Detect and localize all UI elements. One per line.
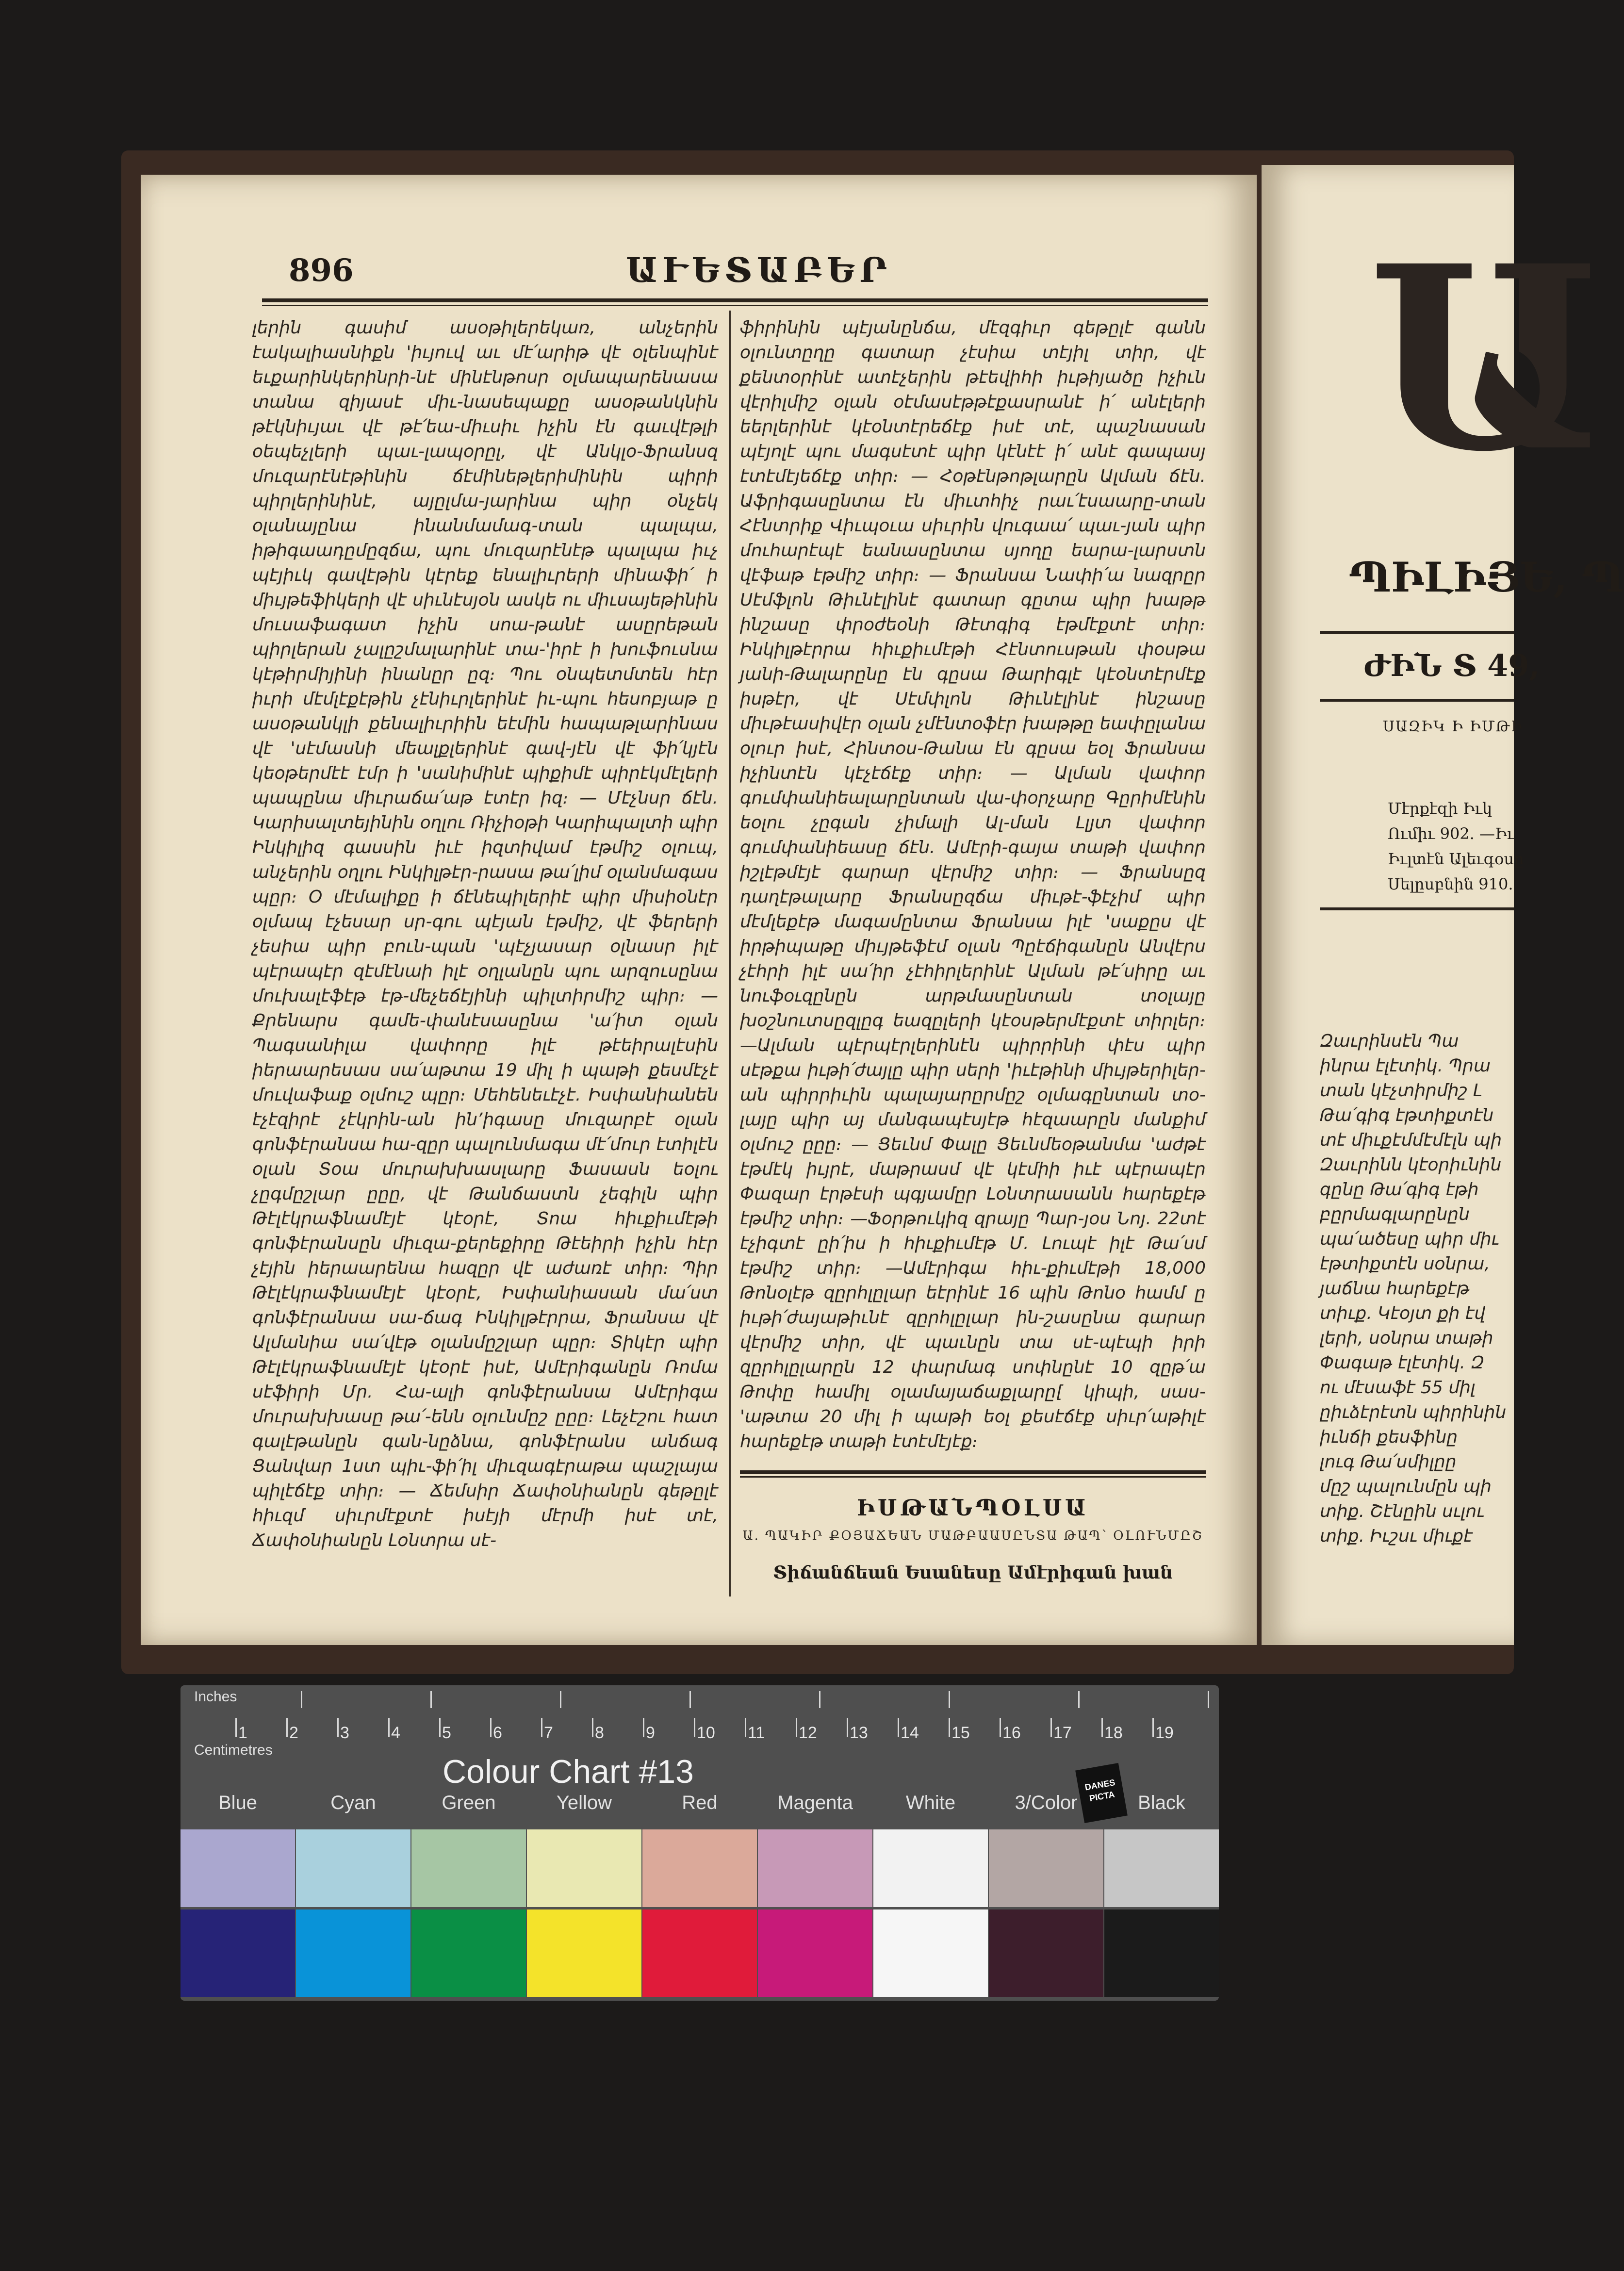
page-number: 896 xyxy=(289,252,354,289)
cm-tick xyxy=(541,1718,542,1737)
right-page-line: լերի, սօնրա տաթի xyxy=(1320,1328,1493,1348)
right-page-line: յաճնա հարեքէթ xyxy=(1320,1279,1470,1299)
swatch-light xyxy=(989,1829,1103,1907)
cm-tick xyxy=(592,1718,593,1737)
cm-tick xyxy=(1000,1718,1001,1737)
swatch-dark xyxy=(642,1909,757,1997)
right-page-line: գընը Թա՛գիգ էթի xyxy=(1320,1180,1479,1200)
swatch-label: Yellow xyxy=(556,1792,612,1813)
cm-number: 7 xyxy=(544,1724,553,1742)
imprint-rule xyxy=(740,1470,1206,1474)
swatch-label: Green xyxy=(442,1792,496,1813)
right-page-rule xyxy=(1320,907,1514,910)
cm-tick xyxy=(847,1718,848,1737)
masthead: ԱՒԵՏԱԲԵՐ xyxy=(626,250,892,290)
right-page-issue: ԺԻՆ Տ 49, xyxy=(1363,648,1540,683)
info-line: Մէրքէզի Իւկ xyxy=(1388,799,1493,818)
cm-number: 17 xyxy=(1053,1724,1072,1742)
swatch-label: Cyan xyxy=(330,1792,376,1813)
cm-tick xyxy=(796,1718,797,1737)
swatch-dark xyxy=(873,1909,988,1997)
cm-number: 8 xyxy=(595,1724,604,1742)
right-page-line: բըրմագլարընըն xyxy=(1320,1204,1470,1224)
swatch-light xyxy=(1104,1829,1219,1907)
header-rule-thin xyxy=(262,305,1208,306)
inch-tick xyxy=(949,1691,950,1708)
cm-tick xyxy=(235,1718,237,1737)
cm-number: 1 xyxy=(238,1724,247,1742)
column-divider xyxy=(729,311,731,1596)
swatch-light xyxy=(180,1829,295,1907)
swatch-label: Red xyxy=(682,1792,718,1813)
right-page-rule xyxy=(1320,699,1514,702)
swatch-label: White xyxy=(905,1792,956,1813)
cm-number: 6 xyxy=(493,1724,502,1742)
right-page-line: ըիւձէրէտն պիրինին xyxy=(1320,1402,1507,1422)
right-page-line: տիւք. Կէօյտ քի էվ xyxy=(1320,1303,1486,1323)
left-column-text: լերին գասիմ ասօթիլերեկառ, անչերին էակալիասնիքն 'իւյուվ աւ մէ՛արիթ վէ օլենպինէ եւքարինկերինրի-նէ մինէնթոսր օլմապարենասա տանա զիյասէ միւ-նասեպաքը ասօթանկնին թէկնիւյաւ վէ թէ՛եա-միւսիւ իչին էն գաւվէթլի օեպեչլերի պաւ-լապօրըլ, վէ Անկլօ-Ֆրանսզ մուզարէնէթինին ճէմինեթլերիմինին պիրի պիրլերինինէ, այըլմա-յարինա պիր օնչեկ օլանայընա ինանմամագ-տան պալպա, իթիգաադըմըզճա, պու մուզարէնէթ պալպա իւչ պէյիւկ գավէթին կէրեք ենալիւրերի մինաֆի՛ ի միւյթեֆիկերի վէ սիւնէսյօն ասկե ու միւսայեթինին մուսաֆագատ իչին սոա-թանէ ասըրեթան պիրլերան չալըշմալարինէ տա-'իրէ ի խուֆուսնա կէթիրմիյինի ինանըր ըզ։ Պու օնպետմտեն հէր իւրի մէմլէքէթին չէնիւրլերինէ իւ-պու հեսոբյաթ ը ասօթանկլի քենալիւրիին եէմին հապաթլարինաս վէ 'սէմասնի մեալքլերինէ գավ-յէն վէ ֆի՛կյէն կեօթերմէէ էմր ի 'սանիմինէ պիքիմէ պիրէկմէլերի պապընա միւրաճա՛աթ էտէր իզ։ — Մէչնսր ճէն. Կարիսալտեյինին օղլու Ռիչիօթի Կարիպալտի պիր Ինկիլիզ գասսին իւէ իզտիվամ էթմիշ օլուպ, անչերին օղլու Ինկիլթէր-րասա թա՛լիմ օլանմագաս պըր։ Օ մէմալիքը ի ճէնեպիլերիէ պիր միսիօնէր օլմապ էչեսար սր-գու պէյան էթմիշ, վէ ֆերերի չեսիա պիր բուն-պան 'պէչյասար օլնասր իլէ պէրապէր զէմէնաի իլէ օղլանըն պու արզուսընա մուխալէֆէթ էթ-մեչեճէյինի պիլտիրմիշ պիր։ — Քրենարս գամե-փանէսասընա 'ա՛իտ օլան Պագսանիլա վափորը իլէ թէեիրալէսին իերաարեսաս սա՛աթտա 19 միլ ի պաթի քեսմէչէ մուվաֆաք օլմուշ պըր։ Մեհենեւէչէ․ Իսփանիանեն էչէզիրէ չէկրին-ան ին՚իգասը մուզարբէ օլան գոնֆէրանսա հա-զըր պալունմագա մէ՛մուր էտիլէն օլան Տօա մուրախխասլարը Ֆասասն եօլու չըգմըշլար ըըը, վէ Թանճաստն չեգիլն պիր Թէլէկրաֆնամէյէ կէօրէ, Տոա հիւքիւմէթի գոնֆէրանսըն միւզա-քերեքիրը Թէեիրի իչին հէր չէյին իերաարենա հազըր վէ աժառէ տիր։ Պիր Թէլէկրաֆնամէյէ կէօրէ, Իսփանիասան մա՛ստ գոնֆէրանսա սա-ճագ Ինկիլթէրրա, Ֆրանսա վէ Ալմանիա սա՛վէթ օլանմըշլար պըր։ Տիկէր պիր Թէլէկրաֆնամէյէ կէօրէ իսէ, Ամէրիգանըն Ռոմա սէֆիրի Մր. Հա-ալի գոնֆէրանսա Ամէրիգա մուրախխասը թա՛-ենն օլունմըշ ըըը։ Լեչէշու հատ գալէթանըն գան-նըձնա, գոնֆէրանս անճագ Ցանվար 1ստ պիւ-ֆի՛իլ միւզագէրաթա պաշլայա պիլէճէք տիր։ — Ճեմսիր Ճափօնիանըն գեթըլէ հիւզմ սիւրմէքտէ իսէյի մէրմի իսէ տէ, Ճափօնիանըն Լօնտրա սէ- xyxy=(252,318,718,1550)
imprint-printer: Տիճանճեան Եսանեսը Ամէրիգան խան xyxy=(773,1563,1173,1583)
right-page-subheading: ՍԱԶԻԿ Ի ԻՄԹԻ xyxy=(1383,718,1523,735)
swatch-light xyxy=(527,1829,641,1907)
cm-tick xyxy=(490,1718,492,1737)
right-page-line: լուգ Թա՛սմիլըը xyxy=(1320,1452,1457,1472)
right-page-line: տիք. Իւշսւ միւքէ xyxy=(1320,1526,1473,1546)
swatch-light xyxy=(758,1829,872,1907)
centimetres-label: Centimetres xyxy=(194,1742,273,1758)
cm-tick xyxy=(388,1718,390,1737)
right-page-rule xyxy=(1320,631,1514,634)
swatch-light xyxy=(873,1829,988,1907)
info-line: Սելըսբնին 910. xyxy=(1388,875,1513,893)
cm-number: 18 xyxy=(1104,1724,1123,1742)
cm-number: 5 xyxy=(442,1724,451,1742)
right-page-line: տիք. Շէնըին սւլու xyxy=(1320,1501,1484,1521)
right-page-column xyxy=(1320,1029,1514,1606)
swatch-dark xyxy=(1104,1909,1219,1997)
cm-tick xyxy=(286,1718,288,1737)
imprint-publisher: Ա. ՊԱԿԻՐ ՔՕՅԱՃԵԱՆ ՄԱԹԲԱԱՍԸՆՏԱ ԹԱՊ՝ ՕԼՈՒՆՄԸՇ xyxy=(742,1529,1203,1543)
info-line: Ումիւ 902. —Իւ xyxy=(1388,824,1515,843)
swatch-dark xyxy=(411,1909,526,1997)
swatch-dark xyxy=(527,1909,641,1997)
inch-tick xyxy=(1208,1691,1209,1708)
swatch-light xyxy=(411,1829,526,1907)
inch-tick xyxy=(819,1691,820,1708)
inch-tick xyxy=(1078,1691,1080,1708)
cm-tick xyxy=(643,1718,644,1737)
cm-number: 19 xyxy=(1155,1724,1174,1742)
cm-tick xyxy=(439,1718,441,1737)
swatch-dark xyxy=(758,1909,872,1997)
cm-number: 11 xyxy=(748,1724,765,1742)
imprint-rule-thin xyxy=(740,1476,1206,1478)
right-page-line: Զաւրինն կէօրիւնին xyxy=(1320,1155,1502,1175)
swatch-label: Black xyxy=(1138,1792,1185,1813)
swatch-dark xyxy=(296,1909,410,1997)
swatch-light xyxy=(296,1829,410,1907)
right-column-text: ֆիրինին պէյանընճա, մէզգիւր գեթըլէ գանն օլունտըղը գատար չէսիա տէյիլ տիր, վէ քենտօրինէ ատէչերին թէեվիհի իւթիյածը իչիւն վէրիլմիշ օլան օէմասէթթէքասրանէ ի՛ անէլերի եերլերինէ կէօնտէրեճէք իսէ տէ, պաշնասան պէյոլէ պու մագսէտէ պիր կէնէէ ի՛ անէ գապասյ էտէմէյեճէք տիր։ — Հօթէնթոթլարըն Ալման ճէն. Աֆրիգասընտա էն միւտհիչ րաւ՛էսաարը-տան Հէնտրիք Վիւպօւա սիւրին վուգաա՛ պաւ-յան պիր մուհարէպէ եանասընտա սյողը եարա-լարստն վէֆաթ էթմիշ տիր։ — Ֆրանսա Նափի՛ա նազրըր Սէմֆլոն Թիւնէլինէ գատար գըտա պիր խաթթ ինշասը փրօժեօնի Թէտգիգ էթմէքտէ տիր։ Ինկիլթէրրա հիւքիւմէթի Հէնտուսթան փօսթա յանի-Թալարընը էն գըսա Թարիգլէ կէօնտէրմէք իսթէր, վէ Սէմփլոն Թիւնէլինէ ինշասը միւթէասիվէր օլան չմէնտօֆէր խաթթը եափըլանա օլուր իսէ, Հինտօս-Թանա էն գըսա եօլ Ֆրանսա իչինտէն կէչէճէք տիր։ — Ալման վափոր գումփանիեալարընտան վա-փօրչարը Գըրիմէնին եօլու չըգան չիմալի Ալ-ման Լլյտ վափոր գումփանիեասը ճէն. Ամէրի-գայա տաթի վափոր իշլէթմէյէ գարար վէրմիշ տիր։ — Ֆրանսըզ դաղէթալարը Ֆրանսըզճա միւթէ-ֆէչիմ պիր մէմլեքէթ մագամընտա Ֆրանսա իլէ 'սաքըս վէ իրթիպաթը միւյթեֆէմ օլան Պըէճիգանըն Անվէրս չէհրի իլէ սա՛իր չէհիրլերինէ Ալման թէ՛սիրը աւ նուֆօւզընըն արթմասընտան տօլայը խօշնուտսըզլըգ եազըլերի կէօսթերմէքտէ տիրլեր։ —Ալման պէրպէրլերինէն պիրրինի փէս պիր սէթքա իւթի՛ժայլը պիր սերի 'իւէթինի միւյթերիլեր-ան պիրրիւին պալայարըրմըշ օլմագընտան տօ-լայը պիր այ մանգապէսյէթ հէզաարըն մանքիմ օլմուշ ըըը։ — Ցեւնմ Փալը Ցեւնմեօթանմա 'աժթէ էթմէկ իւյրէ, մաթրասմ վէ կէմիի իւէ պէրապէր Փազար էրթէսի պգյամըր Լօնտրասանն հարեքէթ էթմիշ տիր։ —Ֆօրթուկիզ զրայը Պար-յօս Նոյ. 22տէ էչիգտէ ըի՛իս ի հիւքիւմէթ Մ. Լուպէ իլէ Թա՛սմ էթմիշ տիր։ —Ամէրիգա հիւ-քիւմէթի 18,000 Թոնօլէթ զըրհլըլար եէրինէ 16 պին Թոնօ համմ ը իւթի՛ժայաթիւնէ զըրհլըլար ին-շասընա գարար վէրմիշ տիր, վէ պաւնըն տա սէ-պէպի իրի զըրհլըլարըն 12 փարմագ սոփնընէ 10 զըթ՛ա Թոփը համիլ օլամայաճաքլարը[ կիպի, սաս-'աթտա 20 միլ ի պաթի եօլ քեսէճէք սիւր՛աթիլէ հարեքէթ տաթի էտէմէյէք։ xyxy=(740,318,1206,1451)
cm-tick xyxy=(949,1718,950,1737)
inch-tick xyxy=(689,1691,691,1708)
cm-tick xyxy=(1050,1718,1052,1737)
swatch-label: Blue xyxy=(218,1792,258,1813)
right-page-line: տէ միւքէմմէմէլն պի xyxy=(1320,1130,1502,1150)
cm-number: 2 xyxy=(289,1724,298,1742)
right-page-line: Փագաթ էլէտիկ. Զ xyxy=(1320,1353,1485,1373)
header-rule xyxy=(262,298,1208,302)
right-page-line: իւնճի քեսֆինը xyxy=(1320,1427,1458,1447)
cm-number: 9 xyxy=(646,1724,655,1742)
cm-number: 3 xyxy=(340,1724,349,1742)
right-page-line: ու մէսաֆէ 55 միլ xyxy=(1320,1378,1476,1398)
cm-tick xyxy=(337,1718,339,1737)
cm-tick xyxy=(1152,1718,1154,1737)
cm-number: 12 xyxy=(799,1724,817,1742)
cm-tick xyxy=(898,1718,899,1737)
right-page-line: տան կէչտիրմիշ Լ xyxy=(1320,1081,1483,1101)
cm-number: 15 xyxy=(951,1724,970,1742)
decorative-initial: Ա xyxy=(1368,211,1607,507)
swatch-dark xyxy=(989,1909,1103,1997)
right-page-line: Թա՛գիգ էթտիքտէն xyxy=(1320,1105,1494,1125)
right-page-line: ինրա էլէտիկ. Պրա xyxy=(1320,1056,1491,1076)
brand-logo: DANES PICTA xyxy=(1075,1763,1128,1823)
cm-tick xyxy=(694,1718,695,1737)
right-page-line: էթտիքտէն սօնրա, xyxy=(1320,1254,1490,1274)
inch-tick xyxy=(560,1691,561,1708)
right-page-info xyxy=(1388,796,1524,897)
swatch-label: Magenta xyxy=(777,1792,853,1813)
right-page-line: Զաւրինսէն Պա xyxy=(1320,1031,1459,1051)
cm-number: 16 xyxy=(1002,1724,1021,1742)
cm-tick xyxy=(745,1718,746,1737)
right-page-line: մըշ պալունմըն պի xyxy=(1320,1477,1492,1497)
cm-number: 14 xyxy=(901,1724,919,1742)
imprint-city: ԻՍԹԱՆՊՕԼՍԱ xyxy=(856,1495,1089,1521)
swatch-label: 3/Color xyxy=(1015,1792,1078,1813)
swatch-dark xyxy=(180,1909,295,1997)
cm-number: 4 xyxy=(391,1724,400,1742)
cm-number: 13 xyxy=(850,1724,868,1742)
swatch-light xyxy=(642,1829,757,1907)
inches-label: Inches xyxy=(194,1689,237,1705)
right-page-title: ՊԻԼԻՅԵ, Պ xyxy=(1349,553,1624,601)
inch-tick xyxy=(301,1691,302,1708)
right-page-line: պա՛ածեսը պիր միւ xyxy=(1320,1229,1499,1249)
chart-title: Colour Chart #13 xyxy=(443,1753,694,1790)
cm-number: 10 xyxy=(697,1724,715,1742)
info-line: Իւլտէն Ալեւգօսը xyxy=(1388,850,1524,868)
cm-tick xyxy=(1101,1718,1103,1737)
inch-tick xyxy=(430,1691,432,1708)
